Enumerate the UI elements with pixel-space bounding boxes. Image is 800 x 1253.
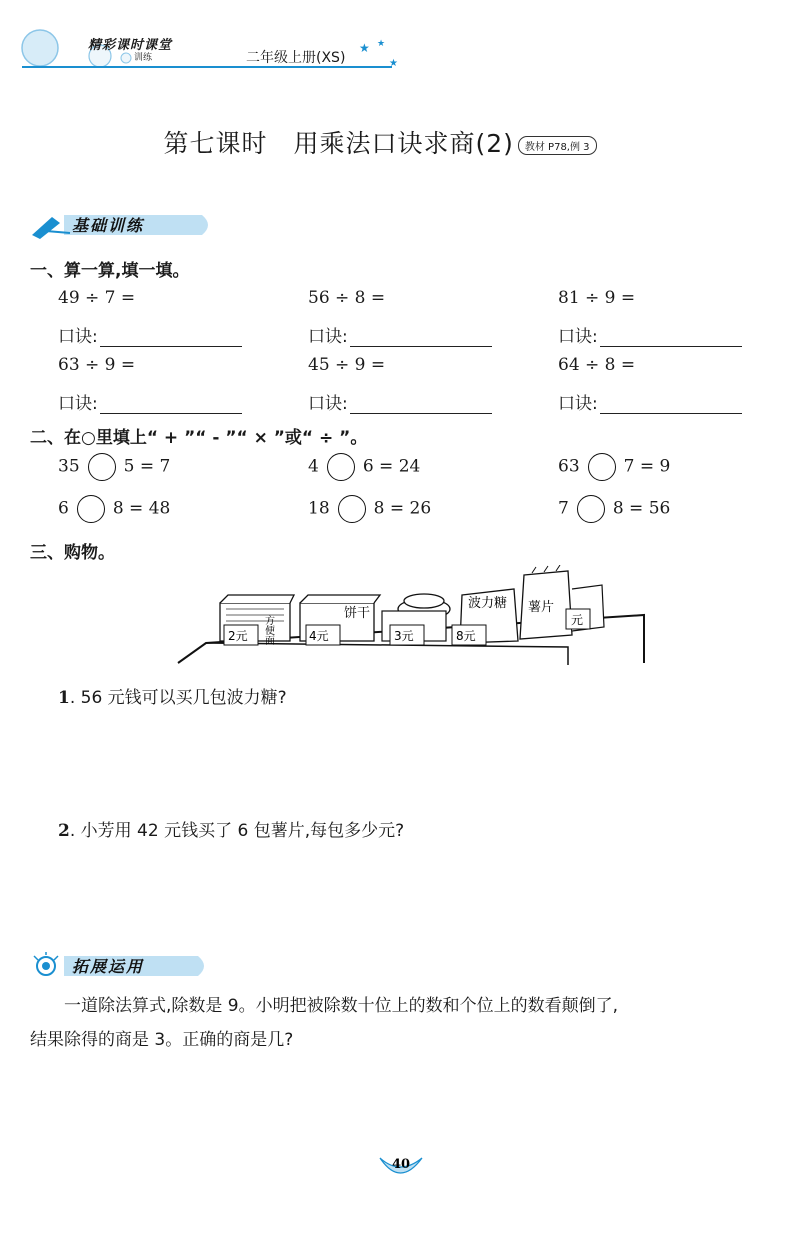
svg-text:★: ★ (377, 39, 386, 49)
bubble-icon (121, 53, 131, 63)
question-text: . 小芳用 42 元钱买了 6 包薯片,每包多少元? (69, 821, 405, 841)
operator-item (558, 453, 670, 481)
header-brand-sub: 训练 (134, 53, 153, 63)
answer-line[interactable] (100, 330, 242, 347)
operator-item (58, 453, 170, 481)
page-number-badge (376, 1148, 426, 1184)
equation: 63 ÷ 9 = (58, 355, 136, 375)
mnemonic-blank[interactable] (308, 322, 492, 347)
mnemonic-blank[interactable] (558, 389, 742, 414)
question-text: . 56 元钱可以买几包波力糖? (69, 688, 287, 708)
shopping-question-2 (58, 816, 404, 841)
operator-item (308, 453, 420, 481)
mnemonic-blank[interactable] (58, 389, 242, 414)
operator-circle[interactable] (577, 495, 605, 523)
operand: 4 (308, 456, 319, 477)
answer-line[interactable] (350, 397, 492, 414)
equation: 56 ÷ 8 = (308, 288, 386, 308)
candy-price: 8元 (456, 629, 476, 643)
mnemonic-label: 口诀: (558, 394, 598, 414)
mnemonic-label: 口诀: (558, 327, 598, 347)
svg-text:★: ★ (359, 41, 370, 55)
answer-line[interactable] (600, 330, 742, 347)
operator-circle[interactable] (88, 453, 116, 481)
operand: 7 (558, 498, 569, 519)
chips-price: 元 (571, 613, 584, 627)
operator-circle[interactable] (77, 495, 105, 523)
question-2-title: 二、在○里填上“ + ”“ - ”“ × ”或“ ÷ ”。 (30, 428, 368, 448)
operator-circle[interactable] (588, 453, 616, 481)
page-number: 40 (391, 1157, 411, 1172)
question-3-title: 三、购物。 (30, 543, 115, 563)
section-banner-text: 拓展运用 (72, 957, 145, 976)
mnemonic-blank[interactable] (58, 322, 242, 347)
section-banner-extend (30, 952, 230, 978)
operand-rest: 7 = 9 (623, 456, 671, 477)
header-grade: 二年级上册(XS) (246, 50, 346, 66)
answer-area[interactable] (58, 712, 758, 802)
section-banner-text: 基础训练 (72, 216, 145, 235)
operand-rest: 8 = 56 (612, 498, 671, 519)
equation: 81 ÷ 9 = (558, 288, 636, 308)
noodle-boxes (220, 595, 294, 645)
shopping-illustration (176, 565, 646, 670)
section-banner-basic (30, 211, 230, 237)
biscuit-boxes (300, 595, 380, 645)
biscuit-label: 饼干 (344, 606, 371, 621)
operand-rest: 5 = 7 (123, 456, 171, 477)
mnemonic-label: 口诀: (308, 327, 348, 347)
star-icon (355, 36, 405, 70)
extension-problem (30, 989, 770, 1057)
answer-line[interactable] (600, 397, 742, 414)
question-1-title: 一、算一算,填一填。 (30, 261, 190, 281)
lesson-title-text: 第七课时 用乘法口诀求商(2) (163, 129, 514, 158)
header-brand: 精彩课时课堂 (88, 38, 173, 53)
operand: 18 (308, 498, 330, 519)
mnemonic-label: 口诀: (308, 394, 348, 414)
operator-circle[interactable] (327, 453, 355, 481)
operator-circle[interactable] (338, 495, 366, 523)
operand: 63 (558, 456, 580, 477)
equation: 49 ÷ 7 = (58, 288, 136, 308)
chips-label: 薯片 (528, 600, 555, 615)
operand: 6 (58, 498, 69, 519)
operator-item (558, 495, 670, 523)
shelf-edge (206, 643, 568, 665)
mnemonic-label: 口诀: (58, 394, 98, 414)
middle-goods (382, 594, 450, 645)
answer-area[interactable] (30, 1060, 770, 1140)
shopping-question-1 (58, 683, 287, 708)
chips-bags (520, 565, 604, 639)
answer-line[interactable] (100, 397, 242, 414)
operator-item (308, 495, 431, 523)
operand-rest: 8 = 26 (373, 498, 432, 519)
operand-rest: 6 = 24 (362, 456, 421, 477)
bubble-icon (22, 30, 58, 66)
textbook-reference: 教材 P78,例 3 (518, 136, 597, 155)
answer-area[interactable] (58, 846, 758, 936)
mnemonic-label: 口诀: (58, 327, 98, 347)
operand: 35 (58, 456, 80, 477)
equation: 64 ÷ 8 = (558, 355, 636, 375)
question-number: 2 (58, 821, 70, 841)
svg-text:★: ★ (389, 58, 398, 69)
mnemonic-blank[interactable] (308, 389, 492, 414)
other-price: 3元 (394, 629, 414, 643)
noodle-label: 方便面 (262, 615, 274, 645)
noodle-price: 2元 (228, 629, 248, 643)
equation: 45 ÷ 9 = (308, 355, 386, 375)
biscuit-price: 4元 (309, 629, 329, 643)
candy-bags (452, 589, 518, 645)
mnemonic-blank[interactable] (558, 322, 742, 347)
problem-line: 一道除法算式,除数是 9。小明把被除数十位上的数和个位上的数看颠倒了, (64, 996, 619, 1016)
operator-item (58, 495, 170, 523)
problem-line: 结果除得的商是 3。正确的商是几? (30, 1030, 294, 1050)
operand-rest: 8 = 48 (112, 498, 171, 519)
lesson-title (0, 124, 800, 160)
answer-line[interactable] (350, 330, 492, 347)
question-number: 1 (58, 688, 70, 708)
candy-label: 波力糖 (468, 596, 508, 611)
